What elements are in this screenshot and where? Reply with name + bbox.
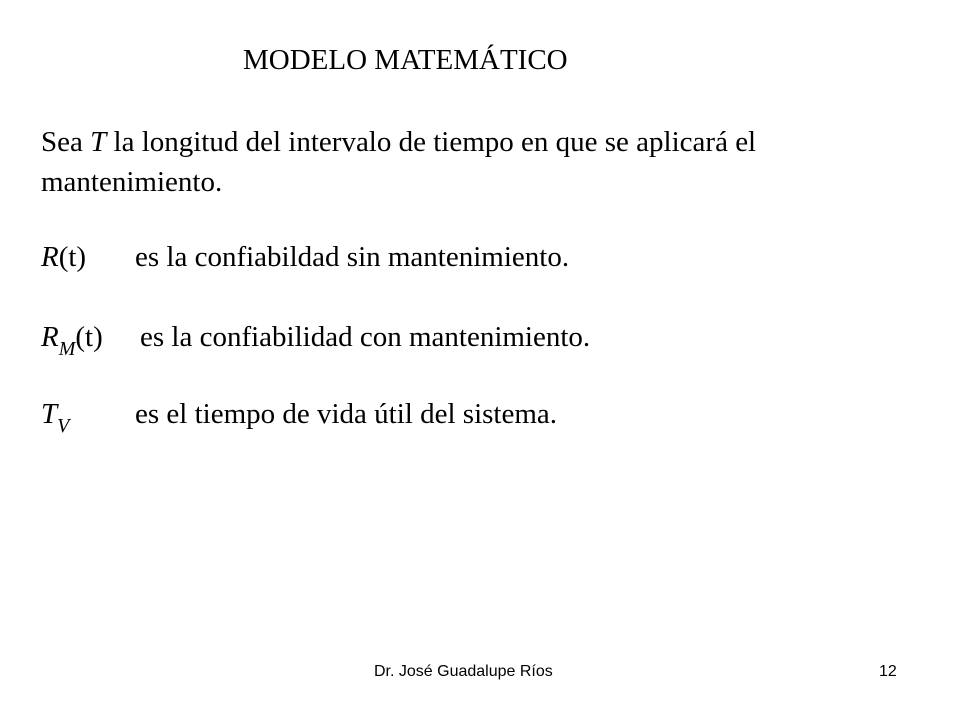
definition-row-lifetime bbox=[41, 394, 557, 437]
footer-author: Dr. José Guadalupe Ríos bbox=[374, 663, 553, 680]
page-number: 12 bbox=[879, 663, 897, 680]
slide-title: MODELO MATEMÁTICO bbox=[243, 44, 568, 76]
definition-text: es el tiempo de vida útil del sistema. bbox=[135, 398, 558, 430]
intro-paragraph bbox=[41, 122, 921, 202]
intro-text-after: la longitud del intervalo de tiempo en que se aplicará el mantenimiento. bbox=[41, 126, 757, 198]
definition-text: es la confiabilidad con mantenimiento. bbox=[140, 321, 591, 353]
symbol-r-of-t: R(t) bbox=[41, 241, 87, 273]
symbol-rm-of-t: $R_M(t)$ bbox=[41, 321, 103, 360]
definition-text: es la confiabildad sin mantenimiento. bbox=[135, 241, 570, 273]
symbol-tv: $T_V$ bbox=[41, 398, 70, 437]
definition-row-reliability bbox=[41, 237, 569, 277]
intro-variable: T bbox=[90, 126, 107, 158]
definition-row-maintenance-reliability bbox=[41, 317, 590, 360]
intro-text-before: Sea bbox=[41, 126, 91, 158]
